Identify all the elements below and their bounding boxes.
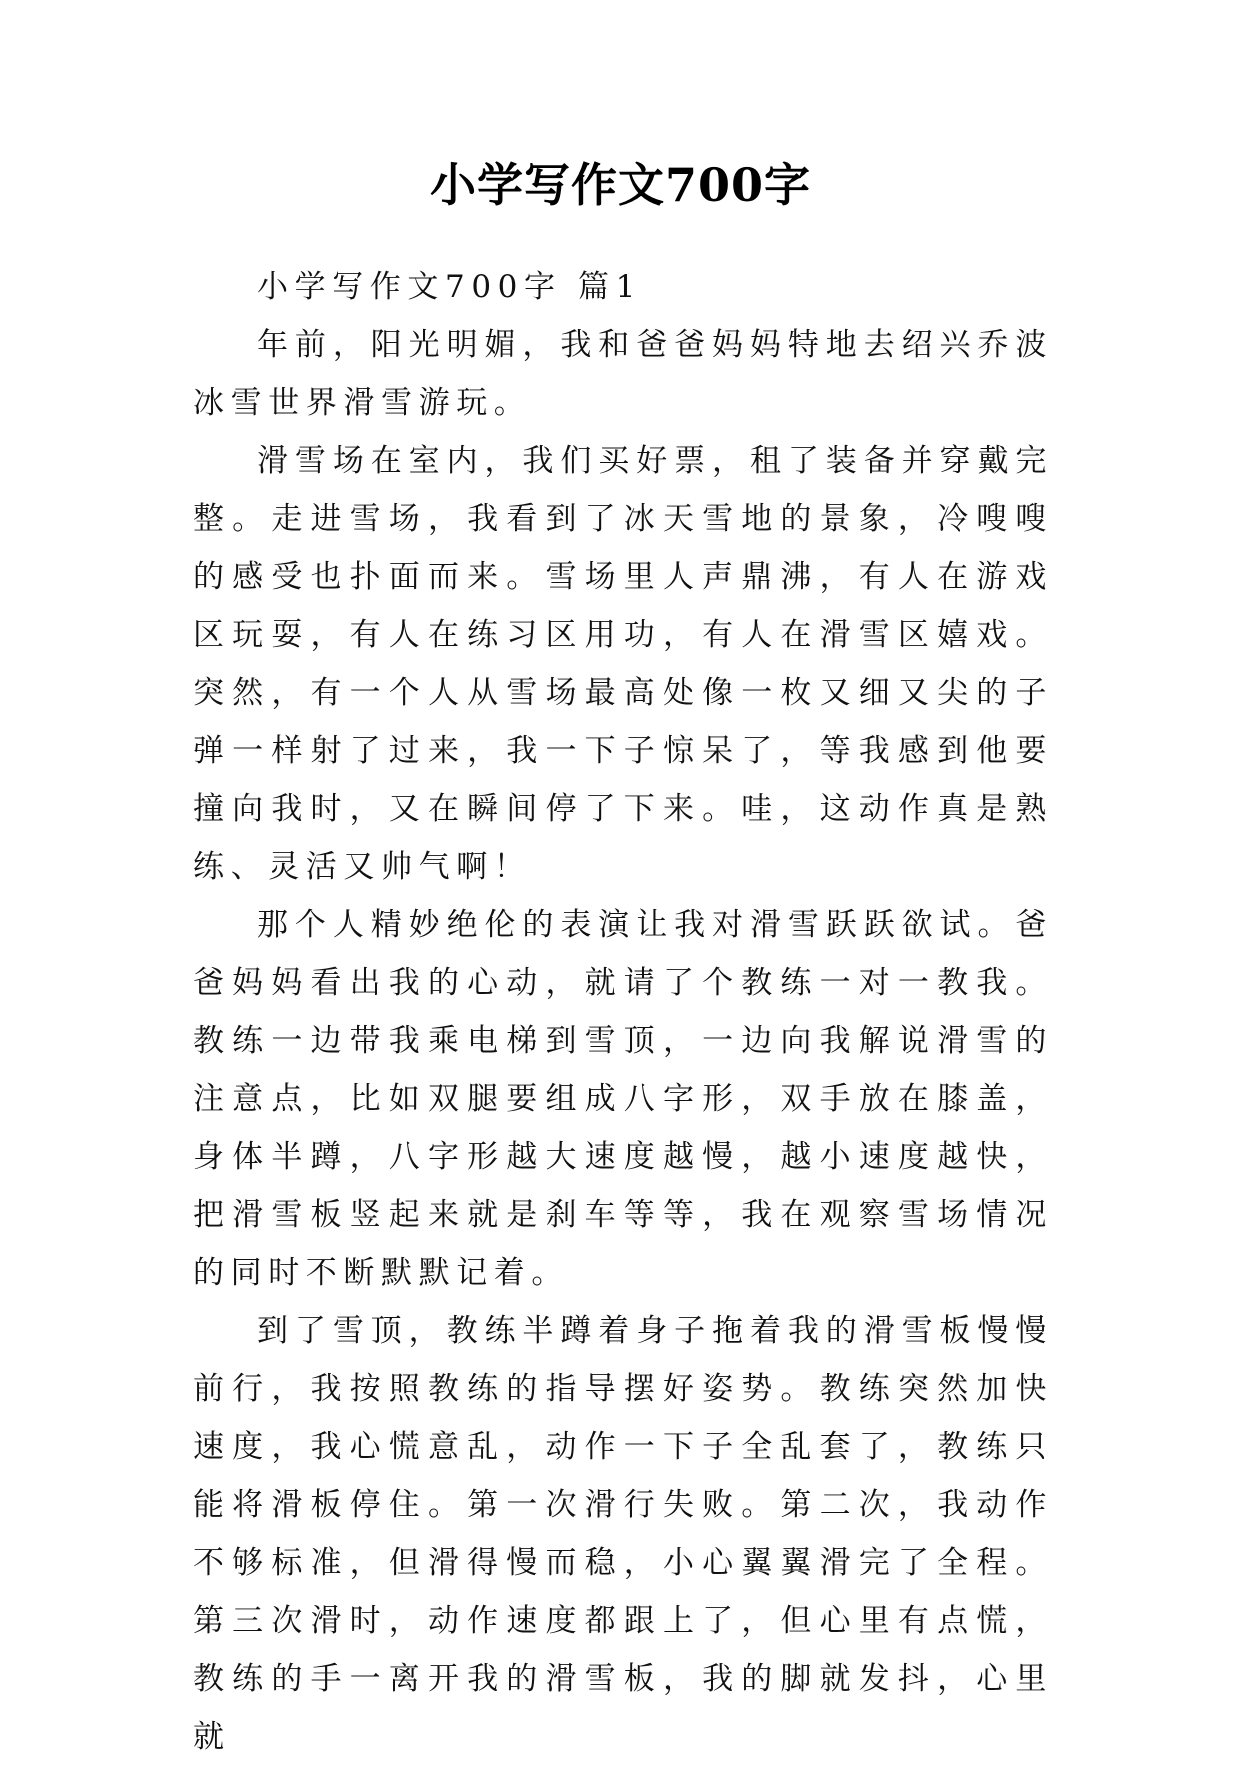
paragraph: 年前，阳光明媚，我和爸爸妈妈特地去绍兴乔波冰雪世界滑雪游玩。 <box>193 327 1053 421</box>
section-heading: 小学写作文700字 篇1 <box>257 269 642 305</box>
document-body <box>193 258 1053 1766</box>
document-title: 小学写作文700字 <box>429 158 812 212</box>
paragraph: 到了雪顶，教练半蹲着身子拖着我的滑雪板慢慢前行，我按照教练的指导摆好姿势。教练突然加快速度，我心慌意乱，动作一下子全乱套了，教练只能将滑板停住。第一次滑行失败。第二次，我动作不够标准，但滑得慢而稳，小心翼翼滑完了全程。第三次滑时，动作速度都跟上了，但心里有点慌，教练的手一离开我的滑雪板，我的脚就发抖，心里就 <box>193 1313 1053 1755</box>
paragraph: 滑雪场在室内，我们买好票，租了装备并穿戴完整。走进雪场，我看到了冰天雪地的景象，冷嗖嗖的感受也扑面而来。雪场里人声鼎沸，有人在游戏区玩耍，有人在练习区用功，有人在滑雪区嬉戏。突然，有一个人从雪场最高处像一枚又细又尖的子弹一样射了过来，我一下子惊呆了，等我感到他要撞向我时，又在瞬间停了下来。哇，这动作真是熟练、灵活又帅气啊！ <box>193 443 1053 885</box>
paragraph: 那个人精妙绝伦的表演让我对滑雪跃跃欲试。爸爸妈妈看出我的心动，就请了个教练一对一教我。教练一边带我乘电梯到雪顶，一边向我解说滑雪的注意点，比如双腿要组成八字形，双手放在膝盖，身体半蹲，八字形越大速度越慢，越小速度越快，把滑雪板竖起来就是刹车等等，我在观察雪场情况的同时不断默默记着。 <box>193 907 1053 1291</box>
